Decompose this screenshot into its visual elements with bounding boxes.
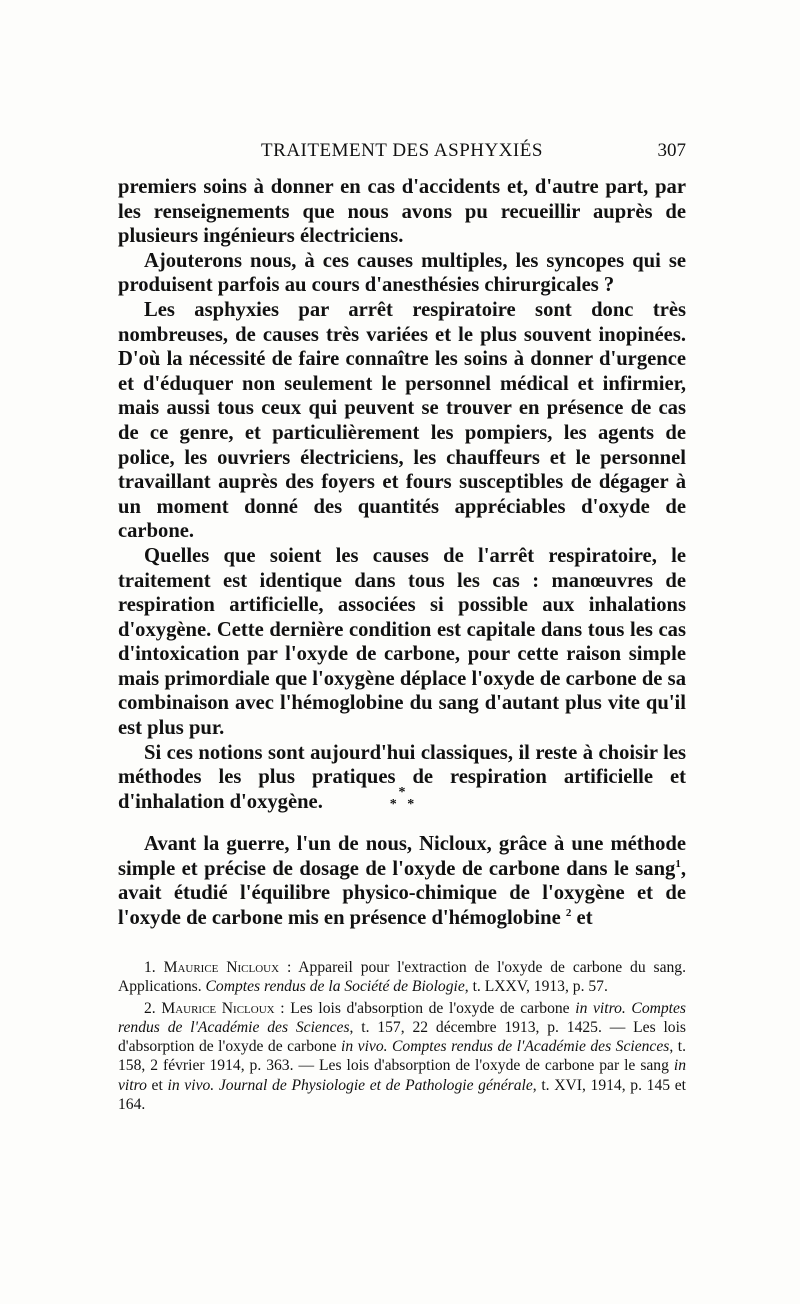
footnote-number: 2. xyxy=(144,999,156,1017)
footnote-italic: in vitro xyxy=(118,1057,686,1094)
footnote-author: Maurice Nicloux xyxy=(161,999,275,1017)
footnote-journal: in vivo. Comptes rendus de l'Académie des Sciences xyxy=(341,1038,670,1056)
footnote-1 xyxy=(118,958,686,997)
footnote-text: : Appareil pour l'extraction de l'oxyde de carbone du sang. Applications. xyxy=(118,959,686,996)
footnote-text: , t. LXXV, 1913, p. 57. xyxy=(464,978,608,996)
footnote-journal: in vivo. Journal de Physiologie et de Pathologie générale xyxy=(167,1076,533,1094)
footnote-ref: 1 xyxy=(675,857,681,870)
paragraph xyxy=(118,832,686,930)
footnote-number: 1. xyxy=(144,959,156,976)
footnote-journal: in vitro. Comptes rendus de l'Académie des Sciences xyxy=(118,999,686,1036)
paragraph-text: et xyxy=(571,906,593,929)
footnote-text: , t. 157, 22 décembre 1913, p. 1425. — Les lois d'absorption de l'oxyde de carbone xyxy=(118,1018,687,1056)
paragraph: Quelles que soient les causes de l'arrêt respiratoire, le traitement est identique dans tous les cas : manœuvres de respiration artificielle, associées si possible aux inhalations d'oxygène. Cette dernière condition est capitale dans tous les cas d'intoxication par l'oxyde de carbone, pour cette raison simple mais primordiale que l'oxygène déplace l'oxyde de carbone de sa combinaison avec l'hémoglobine du sang d'autant plus vite qu'il est plus pur. xyxy=(118,544,686,740)
footnotes xyxy=(118,958,686,1116)
paragraph-text: , avait étudié l'équilibre physico-chimique de l'oxygène et de l'oxyde de carbone mis en présence d'hémoglobine xyxy=(118,857,686,929)
footnote-journal: Comptes rendus de la Société de Biologie xyxy=(205,978,465,996)
footnote-2 xyxy=(118,999,686,1115)
footnote-text: , t. 158, 2 février 1914, p. 363. — Les lois d'absorption de l'oxyde de carbone par le sang xyxy=(118,1038,686,1075)
separator-stars-bottom: * * xyxy=(389,797,415,812)
page-number: 307 xyxy=(657,140,686,161)
footnote-text: : Les lois d'absorption de l'oxyde de carbone xyxy=(274,999,576,1017)
section-separator xyxy=(118,787,686,811)
footnote-ref: 2 xyxy=(565,906,572,919)
running-title: TRAITEMENT DES ASPHYXIÉS xyxy=(261,140,543,161)
paragraph: Si ces notions sont aujourd'hui classiques, il reste à choisir les méthodes les plus pratiques de respiration artificielle et d'inhalation d'oxygène. xyxy=(118,741,686,813)
section-text xyxy=(118,832,686,930)
running-header xyxy=(118,140,686,164)
separator-star-top: * xyxy=(398,785,406,800)
footnote-author: Maurice Nicloux xyxy=(163,959,280,976)
paragraph: Ajouterons nous, à ces causes multiples, les syncopes qui se produisent parfois au cours d'anesthésies chirurgicales ? xyxy=(118,249,686,297)
footnote-text: et xyxy=(146,1076,168,1094)
paragraph-text: Avant la guerre, l'un de nous, Nicloux, grâce à une méthode simple et précise de dosage de l'oxyde de carbone dans le sang xyxy=(118,833,686,880)
paragraph-continuation: premiers soins à donner en cas d'accidents et, d'autre part, par les renseignements que nous avons pu recueillir auprès de plusieurs ingénieurs électriciens. xyxy=(118,176,686,248)
footnote-text: , t. XVI, 1914, p. 145 et 164. xyxy=(118,1076,686,1114)
main-text xyxy=(118,175,686,814)
paragraph: Les asphyxies par arrêt respiratoire sont donc très nombreuses, de causes très variées et le plus souvent inopinées. D'où la nécessité de faire connaître les soins à donner d'urgence et d'éduquer non seulement le personnel médical et infirmier, mais aussi tous ceux qui peuvent se trouver en présence de cas de ce genre, et particulièrement les pompiers, les agents de police, les ouvriers électriciens, les chauffeurs et le personnel travaillant auprès des foyers et fours susceptibles de dégager à un moment donné des quantités appréciables d'oxyde de carbone. xyxy=(118,298,686,543)
